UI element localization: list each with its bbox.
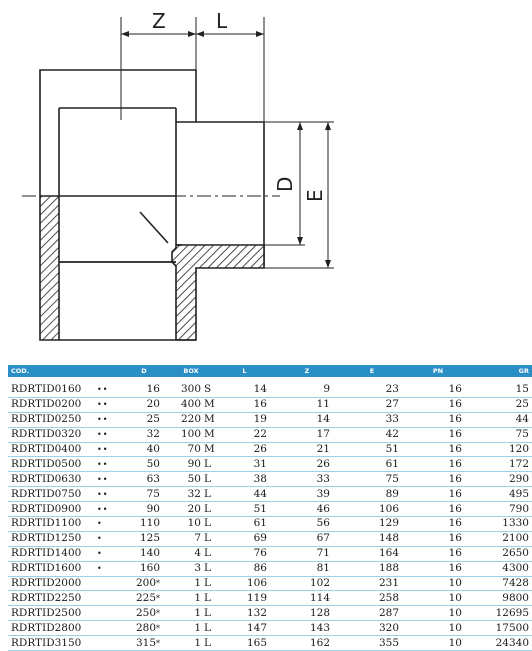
cell-cod: RDRTID0630 bbox=[8, 472, 94, 487]
cell-box-qty: 1 bbox=[194, 606, 201, 619]
cell-l: 147 bbox=[219, 621, 281, 636]
cell-box-size: L bbox=[204, 487, 211, 500]
cell-gr: 2100 bbox=[476, 531, 532, 546]
cell-d bbox=[125, 531, 163, 546]
cell-gr: 172 bbox=[476, 457, 532, 472]
cell-cod: RDRTID0320 bbox=[8, 427, 94, 442]
cell-box bbox=[163, 546, 219, 561]
table-row bbox=[8, 502, 532, 517]
cell-z: 39 bbox=[281, 487, 342, 502]
cell-box bbox=[163, 502, 219, 517]
cell-d-value: 250 bbox=[135, 606, 156, 619]
cell-d bbox=[125, 591, 163, 606]
header-cod: COD. bbox=[8, 365, 94, 377]
cell-box-size: L bbox=[204, 502, 211, 515]
cell-cod: RDRTID0200 bbox=[8, 397, 94, 412]
cell-z: 162 bbox=[281, 636, 342, 651]
cell-l: 31 bbox=[219, 457, 281, 472]
cell-z: 67 bbox=[281, 531, 342, 546]
cell-gr: 7428 bbox=[476, 576, 532, 591]
cell-e: 164 bbox=[342, 546, 411, 561]
cell-cod: RDRTID0250 bbox=[8, 412, 94, 427]
cell-box-size: L bbox=[204, 577, 211, 590]
cell-pn: 16 bbox=[411, 412, 476, 427]
cell-d bbox=[125, 457, 163, 472]
section-hatching bbox=[40, 196, 264, 340]
cell-d-value: 20 bbox=[146, 398, 160, 411]
cell-cod: RDRTID1600 bbox=[8, 561, 94, 576]
cell-box-qty: 1 bbox=[194, 621, 201, 634]
table-header-row bbox=[8, 365, 532, 377]
cell-e: 27 bbox=[342, 397, 411, 412]
pn-dot-icon: •• bbox=[94, 412, 125, 427]
header-pn: PN bbox=[411, 365, 476, 377]
header-box: BOX bbox=[163, 365, 219, 377]
cell-l: 16 bbox=[219, 397, 281, 412]
cell-box-qty: 1 bbox=[194, 636, 201, 649]
cell-d-value: 110 bbox=[139, 517, 160, 530]
cell-box-qty: 1 bbox=[194, 577, 201, 590]
table-row bbox=[8, 561, 532, 576]
cell-box bbox=[163, 412, 219, 427]
cell-box bbox=[163, 472, 219, 487]
cell-box-size: M bbox=[204, 443, 215, 455]
asterisk-marker: * bbox=[156, 623, 160, 633]
cell-l: 132 bbox=[219, 606, 281, 621]
cell-l: 69 bbox=[219, 531, 281, 546]
cell-z: 114 bbox=[281, 591, 342, 606]
cell-gr: 4300 bbox=[476, 561, 532, 576]
cell-d-value: 40 bbox=[146, 443, 160, 455]
cell-e: 129 bbox=[342, 517, 411, 532]
pn-dot-icon: •• bbox=[94, 457, 125, 472]
pn-dot-icon: • bbox=[94, 561, 125, 576]
cell-box bbox=[163, 457, 219, 472]
cell-box bbox=[163, 591, 219, 606]
cell-box bbox=[163, 397, 219, 412]
cell-box bbox=[163, 561, 219, 576]
cell-box bbox=[163, 427, 219, 442]
cell-e: 287 bbox=[342, 606, 411, 621]
elbow-fitting-drawing bbox=[0, 0, 465, 355]
cell-e: 188 bbox=[342, 561, 411, 576]
cell-gr: 12695 bbox=[476, 606, 532, 621]
diagonal-pointer bbox=[140, 212, 168, 243]
cell-pn: 16 bbox=[411, 442, 476, 457]
dimension-l-label: L bbox=[216, 9, 228, 33]
cell-e: 51 bbox=[342, 442, 411, 457]
cell-box-qty: 3 bbox=[194, 562, 201, 575]
cell-d bbox=[125, 636, 163, 651]
cell-d-value: 160 bbox=[139, 562, 160, 575]
cell-e: 258 bbox=[342, 591, 411, 606]
cell-d bbox=[125, 427, 163, 442]
cell-pn: 10 bbox=[411, 621, 476, 636]
cell-box-size: L bbox=[204, 472, 211, 485]
cell-box-size: M bbox=[204, 398, 215, 411]
cell-pn: 16 bbox=[411, 457, 476, 472]
cell-l: 86 bbox=[219, 561, 281, 576]
cell-d-value: 280 bbox=[135, 621, 156, 634]
dimension-d-label: D bbox=[273, 176, 297, 192]
specification-table bbox=[8, 365, 532, 651]
table-row bbox=[8, 457, 532, 472]
cell-z: 26 bbox=[281, 457, 342, 472]
cell-gr: 9800 bbox=[476, 591, 532, 606]
pn-dot-icon: •• bbox=[94, 377, 125, 397]
table-row bbox=[8, 412, 532, 427]
cell-z: 14 bbox=[281, 412, 342, 427]
cell-d bbox=[125, 621, 163, 636]
cell-cod: RDRTID0750 bbox=[8, 487, 94, 502]
cell-box-qty: 300 bbox=[180, 383, 201, 396]
cell-box bbox=[163, 377, 219, 397]
asterisk-marker: * bbox=[156, 608, 160, 618]
cell-e: 61 bbox=[342, 457, 411, 472]
cell-gr: 790 bbox=[476, 502, 532, 517]
pn-dot-icon: • bbox=[94, 531, 125, 546]
pn-dot-icon: •• bbox=[94, 472, 125, 487]
dimension-z-label: Z bbox=[152, 9, 166, 33]
cell-cod: RDRTID0160 bbox=[8, 377, 94, 397]
cell-box bbox=[163, 487, 219, 502]
header-z: Z bbox=[281, 365, 342, 377]
cell-l: 14 bbox=[219, 377, 281, 397]
pn-dot-icon bbox=[94, 636, 125, 651]
table-row bbox=[8, 487, 532, 502]
cell-box bbox=[163, 636, 219, 651]
pn-dot-icon bbox=[94, 591, 125, 606]
cell-pn: 16 bbox=[411, 377, 476, 397]
pn-dot-icon: • bbox=[94, 546, 125, 561]
cell-box-qty: 400 bbox=[180, 398, 201, 411]
cell-e: 33 bbox=[342, 412, 411, 427]
cell-z: 56 bbox=[281, 517, 342, 532]
cell-box bbox=[163, 576, 219, 591]
cell-d-value: 90 bbox=[146, 502, 160, 515]
table-row bbox=[8, 531, 532, 546]
cell-z: 9 bbox=[281, 377, 342, 397]
cell-l: 19 bbox=[219, 412, 281, 427]
cell-z: 102 bbox=[281, 576, 342, 591]
table-row bbox=[8, 397, 532, 412]
cell-gr: 15 bbox=[476, 377, 532, 397]
header-d: D bbox=[125, 365, 163, 377]
table-row bbox=[8, 442, 532, 457]
cell-e: 320 bbox=[342, 621, 411, 636]
cell-d-value: 16 bbox=[146, 383, 160, 396]
cell-z: 143 bbox=[281, 621, 342, 636]
header-gr: GR bbox=[476, 365, 532, 377]
cell-gr: 290 bbox=[476, 472, 532, 487]
cell-pn: 16 bbox=[411, 561, 476, 576]
cell-box-qty: 4 bbox=[194, 547, 201, 560]
cell-l: 51 bbox=[219, 502, 281, 517]
cell-d bbox=[125, 412, 163, 427]
cell-d bbox=[125, 397, 163, 412]
cell-d bbox=[125, 561, 163, 576]
cell-box-qty: 20 bbox=[187, 502, 201, 515]
pn-dot-icon bbox=[94, 606, 125, 621]
table-row bbox=[8, 636, 532, 651]
cell-d bbox=[125, 472, 163, 487]
cell-d-value: 63 bbox=[146, 472, 160, 485]
table-row bbox=[8, 472, 532, 487]
cell-d-value: 315 bbox=[135, 636, 156, 649]
cell-cod: RDRTID1250 bbox=[8, 531, 94, 546]
cell-box-size: L bbox=[204, 547, 211, 560]
cell-pn: 16 bbox=[411, 472, 476, 487]
cell-gr: 17500 bbox=[476, 621, 532, 636]
cell-l: 38 bbox=[219, 472, 281, 487]
cell-d-value: 75 bbox=[146, 487, 160, 500]
cell-e: 89 bbox=[342, 487, 411, 502]
asterisk-marker: * bbox=[156, 638, 160, 648]
cell-d bbox=[125, 546, 163, 561]
cell-d-value: 50 bbox=[146, 457, 160, 470]
table-row bbox=[8, 576, 532, 591]
pn-dot-icon: •• bbox=[94, 442, 125, 457]
dimension-d-e bbox=[264, 122, 334, 268]
cell-d-value: 225 bbox=[135, 591, 156, 604]
pn-dot-icon: •• bbox=[94, 397, 125, 412]
cell-l: 26 bbox=[219, 442, 281, 457]
header-spacer bbox=[94, 365, 125, 377]
header-l: L bbox=[219, 365, 281, 377]
cell-e: 106 bbox=[342, 502, 411, 517]
cell-pn: 16 bbox=[411, 546, 476, 561]
cell-d-value: 200 bbox=[135, 577, 156, 590]
cell-z: 17 bbox=[281, 427, 342, 442]
cell-e: 23 bbox=[342, 377, 411, 397]
cell-box-qty: 100 bbox=[180, 428, 201, 441]
cell-box-qty: 90 bbox=[187, 457, 201, 470]
table-row bbox=[8, 377, 532, 397]
cell-d-value: 125 bbox=[139, 532, 160, 545]
dimension-z-l bbox=[121, 9, 264, 122]
pn-dot-icon: •• bbox=[94, 502, 125, 517]
cell-box-qty: 7 bbox=[194, 532, 201, 545]
cell-gr: 25 bbox=[476, 397, 532, 412]
cell-e: 355 bbox=[342, 636, 411, 651]
cell-gr: 495 bbox=[476, 487, 532, 502]
cell-gr: 120 bbox=[476, 442, 532, 457]
cell-z: 21 bbox=[281, 442, 342, 457]
cell-box-qty: 70 bbox=[187, 443, 201, 455]
cell-d-value: 140 bbox=[139, 547, 160, 560]
cell-gr: 75 bbox=[476, 427, 532, 442]
cell-cod: RDRTID2250 bbox=[8, 591, 94, 606]
table-row bbox=[8, 427, 532, 442]
cell-d bbox=[125, 442, 163, 457]
table-body bbox=[8, 377, 532, 651]
asterisk-marker: * bbox=[156, 593, 160, 603]
cell-d bbox=[125, 576, 163, 591]
cell-pn: 10 bbox=[411, 606, 476, 621]
cell-z: 71 bbox=[281, 546, 342, 561]
cell-box-size: L bbox=[204, 606, 211, 619]
cell-d bbox=[125, 502, 163, 517]
table-row bbox=[8, 591, 532, 606]
cell-d-value: 32 bbox=[146, 428, 160, 441]
cell-d bbox=[125, 487, 163, 502]
table-row bbox=[8, 621, 532, 636]
cell-cod: RDRTID0900 bbox=[8, 502, 94, 517]
cell-box-size: S bbox=[204, 383, 212, 396]
cell-l: 106 bbox=[219, 576, 281, 591]
cell-cod: RDRTID1100 bbox=[8, 517, 94, 532]
cell-box-size: L bbox=[204, 636, 211, 649]
fitting-outline bbox=[40, 70, 264, 266]
cell-box-size: M bbox=[204, 428, 215, 441]
cell-pn: 16 bbox=[411, 487, 476, 502]
cell-cod: RDRTID1400 bbox=[8, 546, 94, 561]
pn-dot-icon: •• bbox=[94, 487, 125, 502]
header-e: E bbox=[342, 365, 411, 377]
cell-box-size: L bbox=[204, 457, 211, 470]
dimension-e-label: E bbox=[303, 189, 327, 202]
cell-l: 76 bbox=[219, 546, 281, 561]
pn-dot-icon: •• bbox=[94, 427, 125, 442]
cell-pn: 16 bbox=[411, 517, 476, 532]
cell-e: 42 bbox=[342, 427, 411, 442]
cell-box-size: M bbox=[204, 413, 215, 426]
cell-pn: 10 bbox=[411, 636, 476, 651]
cell-cod: RDRTID0400 bbox=[8, 442, 94, 457]
cell-pn: 16 bbox=[411, 397, 476, 412]
cell-z: 11 bbox=[281, 397, 342, 412]
table-row bbox=[8, 517, 532, 532]
cell-box-size: L bbox=[204, 562, 211, 575]
cell-gr: 2650 bbox=[476, 546, 532, 561]
cell-l: 165 bbox=[219, 636, 281, 651]
cell-d bbox=[125, 377, 163, 397]
cell-cod: RDRTID3150 bbox=[8, 636, 94, 651]
cell-cod: RDRTID0500 bbox=[8, 457, 94, 472]
cell-e: 148 bbox=[342, 531, 411, 546]
cell-gr: 1330 bbox=[476, 517, 532, 532]
cell-box-size: L bbox=[204, 621, 211, 634]
cell-l: 44 bbox=[219, 487, 281, 502]
cell-pn: 10 bbox=[411, 591, 476, 606]
pn-dot-icon bbox=[94, 576, 125, 591]
cell-box-qty: 1 bbox=[194, 591, 201, 604]
cell-e: 231 bbox=[342, 576, 411, 591]
cell-box-size: L bbox=[204, 532, 211, 545]
pn-dot-icon bbox=[94, 621, 125, 636]
cell-z: 128 bbox=[281, 606, 342, 621]
cell-l: 61 bbox=[219, 517, 281, 532]
cell-pn: 16 bbox=[411, 427, 476, 442]
cell-gr: 24340 bbox=[476, 636, 532, 651]
cell-box bbox=[163, 517, 219, 532]
cell-l: 22 bbox=[219, 427, 281, 442]
cell-box-qty: 10 bbox=[187, 517, 201, 530]
cell-box-qty: 220 bbox=[180, 413, 201, 426]
pn-dot-icon: • bbox=[94, 517, 125, 532]
cell-cod: RDRTID2500 bbox=[8, 606, 94, 621]
cell-box-size: L bbox=[204, 591, 211, 604]
cell-e: 75 bbox=[342, 472, 411, 487]
cell-cod: RDRTID2800 bbox=[8, 621, 94, 636]
cell-z: 33 bbox=[281, 472, 342, 487]
cell-pn: 16 bbox=[411, 531, 476, 546]
cell-box bbox=[163, 442, 219, 457]
cell-z: 81 bbox=[281, 561, 342, 576]
cell-d bbox=[125, 606, 163, 621]
cell-d-value: 25 bbox=[146, 413, 160, 426]
cell-box-size: L bbox=[204, 517, 211, 530]
cell-cod: RDRTID2000 bbox=[8, 576, 94, 591]
cell-pn: 16 bbox=[411, 502, 476, 517]
cell-z: 46 bbox=[281, 502, 342, 517]
cell-d bbox=[125, 517, 163, 532]
table-row bbox=[8, 606, 532, 621]
cell-box-qty: 32 bbox=[187, 487, 201, 500]
cell-box bbox=[163, 606, 219, 621]
cell-box-qty: 50 bbox=[187, 472, 201, 485]
cell-l: 119 bbox=[219, 591, 281, 606]
asterisk-marker: * bbox=[156, 579, 160, 589]
cell-box bbox=[163, 531, 219, 546]
cell-box bbox=[163, 621, 219, 636]
cell-gr: 44 bbox=[476, 412, 532, 427]
cell-pn: 10 bbox=[411, 576, 476, 591]
table-row bbox=[8, 546, 532, 561]
